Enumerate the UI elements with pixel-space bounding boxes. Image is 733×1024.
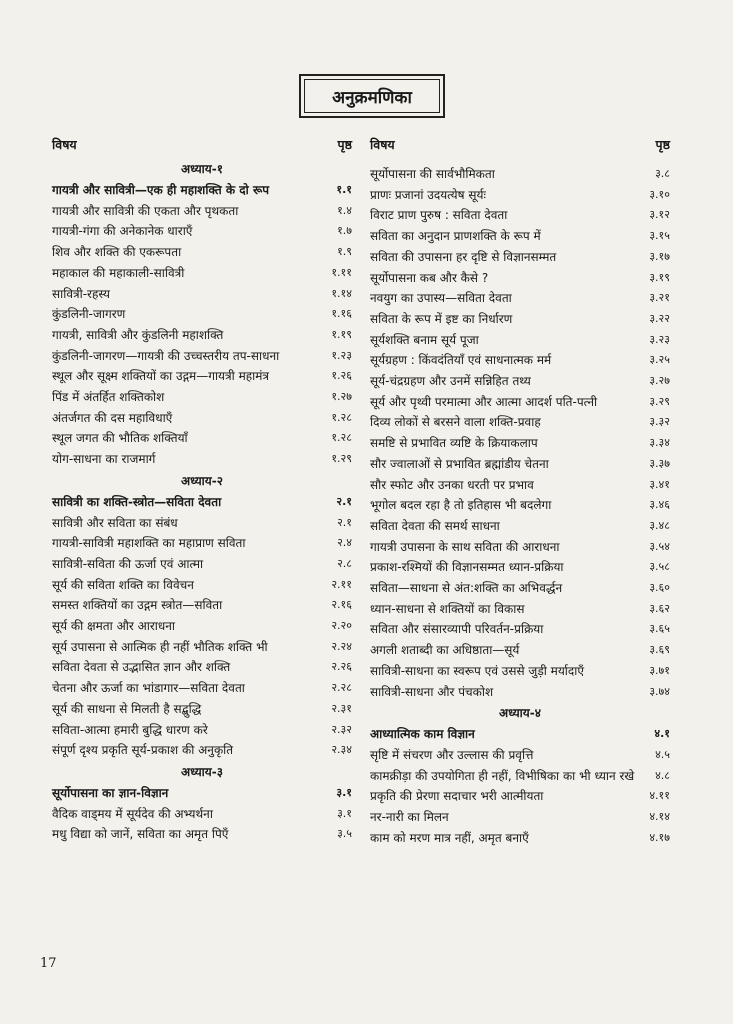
entry-page: ३.३४ <box>649 436 670 450</box>
entry-title: सविता की उपासना हर दृष्टि से विज्ञानसम्मत <box>370 249 557 264</box>
entry-page: ३.५४ <box>649 539 670 553</box>
entry-title: सूर्योपासना कब और कैसे ? <box>370 270 489 285</box>
toc-entry <box>52 221 352 242</box>
toc-entry <box>52 408 352 429</box>
entry-title: गायत्री-गंगा की अनेकानेक धाराएँ <box>52 224 193 239</box>
toc-entry <box>52 346 352 367</box>
toc-entry <box>370 185 670 206</box>
entry-title: गायत्री और सावित्री की एकता और पृथकता <box>52 203 239 218</box>
entry-page: १.२८ <box>331 431 352 445</box>
entry-title: समष्टि से प्रभावित व्यष्टि के क्रियाकलाप <box>370 436 538 451</box>
toc-list <box>370 164 670 849</box>
entry-title: सावित्री का शक्ति-स्त्रोत—सविता देवता <box>52 494 222 509</box>
toc-entry <box>52 325 352 346</box>
toc-entry <box>370 599 670 620</box>
entry-title: गायत्री उपासना के साथ सविता की आराधना <box>370 539 560 554</box>
entry-page: ३.७१ <box>649 663 670 677</box>
entry-page: ४.५ <box>655 747 670 761</box>
toc-left-column <box>52 136 352 845</box>
page-number: 17 <box>40 956 57 971</box>
entry-page: १.२३ <box>331 348 352 362</box>
entry-title: भूगोल बदल रहा है तो इतिहास भी बदलेगा <box>370 498 552 513</box>
toc-entry <box>52 720 352 741</box>
toc-entry <box>370 578 670 599</box>
entry-title: गायत्री-सावित्री महाशक्ति का महाप्राण सविता <box>52 536 246 551</box>
entry-title: सविता-आत्मा हमारी बुद्धि धारण करे <box>52 722 208 737</box>
page-header: पृष्ठ <box>337 137 352 152</box>
toc-entry <box>52 616 352 637</box>
entry-title: शिव और शक्ति की एकरूपता <box>52 245 182 260</box>
entry-title: संपूर्ण दृश्य प्रकृति सूर्य-प्रकाश की अनुकृति <box>52 743 234 758</box>
entry-title: कुंडलिनी-जागरण <box>52 307 126 322</box>
entry-page: २.१ <box>337 515 352 529</box>
entry-title: महाकाल की महाकाली-सावित्री <box>52 265 185 280</box>
subject-header: विषय <box>52 137 77 152</box>
entry-page: ४.१४ <box>649 810 670 824</box>
entry-page: १.२८ <box>331 410 352 424</box>
entry-title: सावित्री-सविता की ऊर्जा एवं आत्मा <box>52 556 204 571</box>
entry-page: २.१ <box>336 494 352 508</box>
entry-page: ३.३७ <box>649 456 670 470</box>
entry-page: १.११ <box>331 265 352 279</box>
entry-page: १.१ <box>336 183 352 196</box>
entry-title: स्थूल जगत की भौतिक शक्तियाँ <box>52 431 188 446</box>
entry-title: गायत्री और सावित्री—एक ही महाशक्ति के दो रूप <box>52 183 270 197</box>
chapter-heading: अध्याय-१ <box>181 162 223 176</box>
entry-title: प्राणः प्रजानां उदयत्येष सूर्यः <box>370 187 486 202</box>
toc-entry <box>52 678 352 699</box>
entry-title: सूर्यग्रहण : किंवदंतियाँ एवं साधनात्मक मर्म <box>370 353 552 368</box>
entry-title: सावित्री और सविता का संबंध <box>52 515 178 530</box>
entry-title: कुंडलिनी-जागरण—गायत्री की उच्चस्तरीय तप-साधना <box>52 348 280 363</box>
entry-page: ३.४८ <box>649 518 670 532</box>
toc-entry <box>52 554 352 575</box>
entry-title: सूर्यशक्ति बनाम सूर्य पूजा <box>370 332 479 347</box>
entry-title: सूर्य-चंद्रग्रहण और उनमें सन्निहित तथ्य <box>370 374 531 389</box>
entry-title: स्थूल और सूक्ष्म शक्तियों का उद्गम—गायत्री महामंत्र <box>52 369 270 384</box>
entry-page: ३.६९ <box>649 643 670 657</box>
entry-title: मधु विद्या को जानें, सविता का अमृत पिएँ <box>52 827 229 842</box>
toc-entry <box>370 164 670 185</box>
toc-entry <box>370 350 670 371</box>
toc-entry <box>52 449 352 470</box>
entry-page: २.३१ <box>331 701 352 715</box>
entry-page: ३.२७ <box>649 374 670 388</box>
toc-entry <box>370 268 670 289</box>
entry-title: वैदिक वाड्मय में सूर्यदेव की अभ्यर्थना <box>52 806 213 821</box>
toc-right-column <box>370 136 670 849</box>
entry-title: नर-नारी का मिलन <box>370 810 449 825</box>
entry-page: ३.१५ <box>649 229 670 243</box>
entry-page: ४.११ <box>649 789 670 803</box>
toc-entry <box>52 180 352 201</box>
entry-title: सविता देवता की समर्थ साधना <box>370 518 500 533</box>
toc-entry <box>52 575 352 596</box>
chapter-heading: अध्याय-३ <box>181 764 223 779</box>
entry-page: ३.५ <box>337 827 352 841</box>
entry-page: ३.८ <box>655 167 670 180</box>
toc-entry <box>370 475 670 496</box>
entry-title: विराट प्राण पुरुष : सविता देवता <box>370 208 508 223</box>
toc-entry <box>52 657 352 678</box>
entry-page: ३.४१ <box>649 477 670 491</box>
toc-entry <box>370 371 670 392</box>
subject-header: विषय <box>370 137 395 152</box>
entry-page: २.२० <box>331 619 352 633</box>
entry-page: ३.६० <box>649 581 670 595</box>
entry-title: सावित्री-साधना का स्वरूप एवं उससे जुड़ी मर्यादाएँ <box>370 663 585 678</box>
toc-entry <box>52 366 352 387</box>
entry-title: सावित्री-साधना और पंचकोश <box>370 684 494 699</box>
toc-entry <box>370 412 670 433</box>
page-title: अनुक्रमणिका <box>299 74 445 118</box>
entry-title: योग-साधना का राजमार्ग <box>52 452 156 467</box>
toc-entry <box>52 201 352 222</box>
toc-entry <box>52 513 352 534</box>
entry-title: कामक्रीड़ा की उपयोगिता ही नहीं, विभीषिका का भी ध्यान रखे <box>370 768 635 783</box>
toc-entry <box>370 828 670 849</box>
entry-title: सूर्य उपासना से आत्मिक ही नहीं भौतिक शक्ति भी <box>52 639 268 654</box>
entry-title: सूर्योपासना की सार्वभौमिकता <box>370 167 495 181</box>
toc-entry <box>370 433 670 454</box>
toc-entry <box>52 263 352 284</box>
entry-page: १.१६ <box>331 307 352 321</box>
entry-title: सविता और संसारव्यापी परिवर्तन-प्रक्रिया <box>370 622 544 637</box>
toc-entry <box>52 428 352 449</box>
toc-entry <box>370 619 670 640</box>
toc-entry <box>52 387 352 408</box>
entry-page: १.२६ <box>331 369 352 383</box>
page-header: पृष्ठ <box>655 137 670 152</box>
entry-page: ४.१७ <box>649 830 670 844</box>
entry-title: सावित्री-रहस्य <box>52 286 110 301</box>
toc-entry <box>370 537 670 558</box>
entry-title: सौर स्फोट और उनका धरती पर प्रभाव <box>370 477 534 492</box>
toc-entry <box>370 309 670 330</box>
column-header <box>52 136 352 158</box>
toc-entry <box>52 242 352 263</box>
entry-title: अगली शताब्दी का अधिष्ठाता—सूर्य <box>370 643 520 658</box>
entry-page: ३.६२ <box>649 601 670 615</box>
entry-page: ३.१९ <box>649 270 670 284</box>
entry-title: गायत्री, सावित्री और कुंडलिनी महाशक्ति <box>52 327 224 342</box>
toc-entry <box>370 745 670 766</box>
chapter-heading: अध्याय-४ <box>499 706 541 721</box>
entry-page: ४.१ <box>654 727 670 741</box>
entry-page: ३.१ <box>336 785 352 799</box>
entry-title: आध्यात्मिक काम विज्ञान <box>370 727 475 742</box>
entry-title: प्रकाश-रश्मियों की विज्ञानसम्मत ध्यान-प्रक्रिया <box>370 560 564 575</box>
entry-page: ३.१२ <box>649 208 670 222</box>
entry-page: २.११ <box>331 577 352 591</box>
toc-entry <box>52 595 352 616</box>
entry-title: सूर्य की सविता शक्ति का विवेचन <box>52 577 194 592</box>
entry-title: पिंड में अंतर्हित शक्तिकोश <box>52 390 165 405</box>
toc-entry <box>52 824 352 845</box>
toc-entry <box>370 557 670 578</box>
entry-page: २.१६ <box>331 598 352 612</box>
entry-page: १.१४ <box>331 286 352 300</box>
toc-entry <box>370 640 670 661</box>
entry-page: ४.८ <box>655 768 670 782</box>
entry-page: १.७ <box>337 224 352 238</box>
entry-page: २.२८ <box>331 681 352 695</box>
entry-page: १.४ <box>337 203 352 217</box>
entry-title: सविता का अनुदान प्राणशक्ति के रूप में <box>370 229 541 244</box>
toc-entry <box>52 284 352 305</box>
entry-page: २.३४ <box>331 743 352 757</box>
entry-title: अंतर्जगत की दस महाविधाएँ <box>52 410 173 425</box>
toc-entry <box>370 247 670 268</box>
toc-entry <box>370 330 670 351</box>
toc-entry <box>370 682 670 703</box>
entry-title: ध्यान-साधना से शक्तियों का विकास <box>370 601 525 616</box>
entry-title: चेतना और ऊर्जा का भांडागार—सविता देवता <box>52 681 245 696</box>
entry-title: नवयुग का उपास्य—सविता देवता <box>370 291 512 306</box>
toc-entry <box>370 661 670 682</box>
entry-page: ३.३२ <box>649 415 670 429</box>
chapter-heading: अध्याय-२ <box>181 473 223 488</box>
entry-page: ३.५८ <box>649 560 670 574</box>
toc-entry <box>52 533 352 554</box>
toc-entry <box>52 783 352 804</box>
entry-page: ३.४६ <box>649 498 670 512</box>
toc-entry <box>370 288 670 309</box>
entry-page: ३.२२ <box>649 311 670 325</box>
entry-title: सौर ज्वालाओं से प्रभावित ब्रह्मांडीय चेतना <box>370 456 549 471</box>
entry-page: ३.१० <box>649 187 670 201</box>
toc-entry <box>370 786 670 807</box>
toc-entry <box>52 804 352 825</box>
entry-page: ३.२१ <box>649 291 670 305</box>
toc-entry <box>52 304 352 325</box>
entry-page: ३.६५ <box>649 622 670 636</box>
toc-entry <box>370 807 670 828</box>
entry-page: २.२४ <box>331 639 352 653</box>
entry-page: ३.७४ <box>649 684 670 698</box>
toc-entry <box>52 637 352 658</box>
entry-title: सविता के रूप में इष्ट का निर्धारण <box>370 311 513 326</box>
entry-title: सविता—साधना से अंत:शक्ति का अभिवर्द्धन <box>370 581 563 596</box>
entry-title: समस्त शक्तियों का उद्गम स्त्रोत—सविता <box>52 598 223 613</box>
entry-title: दिव्य लोकों से बरसने वाला शक्ति-प्रवाह <box>370 415 541 430</box>
entry-page: ३.२३ <box>649 332 670 346</box>
entry-page: १.९ <box>337 245 352 259</box>
entry-page: १.२७ <box>331 390 352 404</box>
entry-title: सृष्टि में संचरण और उल्लास की प्रवृत्ति <box>370 747 534 762</box>
entry-title: काम को मरण मात्र नहीं, अमृत बनाएँ <box>370 830 529 845</box>
toc-entry <box>370 226 670 247</box>
entry-page: २.२६ <box>331 660 352 674</box>
entry-page: ३.१७ <box>649 249 670 263</box>
entry-title: सूर्य की साधना से मिलती है सद्बुद्धि <box>52 701 202 716</box>
entry-page: २.३२ <box>331 722 352 736</box>
toc-entry <box>52 740 352 761</box>
toc-entry <box>52 699 352 720</box>
toc-list <box>52 158 352 845</box>
toc-entry <box>370 392 670 413</box>
entry-page: २.८ <box>337 556 352 570</box>
toc-entry <box>370 205 670 226</box>
toc-entry <box>370 766 670 787</box>
column-header <box>370 136 670 158</box>
entry-title: सूर्य की क्षमता और आराधना <box>52 619 175 634</box>
entry-title: सविता देवता से उद्भासित ज्ञान और शक्ति <box>52 660 231 675</box>
entry-title: सूर्य और पृथ्वी परमात्मा और आत्मा आदर्श पति-पत्नी <box>370 394 598 409</box>
entry-page: १.२९ <box>331 452 352 466</box>
entry-page: ३.१ <box>337 806 352 820</box>
entry-page: २.४ <box>337 536 352 550</box>
toc-entry <box>370 516 670 537</box>
toc-entry <box>370 495 670 516</box>
toc-entry <box>370 454 670 475</box>
entry-page: १.१९ <box>331 327 352 341</box>
entry-page: ३.२९ <box>649 394 670 408</box>
toc-entry <box>52 492 352 513</box>
entry-title: प्रकृति की प्रेरणा सदाचार भरी आत्मीयता <box>370 789 544 804</box>
entry-page: ३.२५ <box>649 353 670 367</box>
toc-entry <box>370 724 670 745</box>
entry-title: सूर्योपासना का ज्ञान-विज्ञान <box>52 785 169 800</box>
